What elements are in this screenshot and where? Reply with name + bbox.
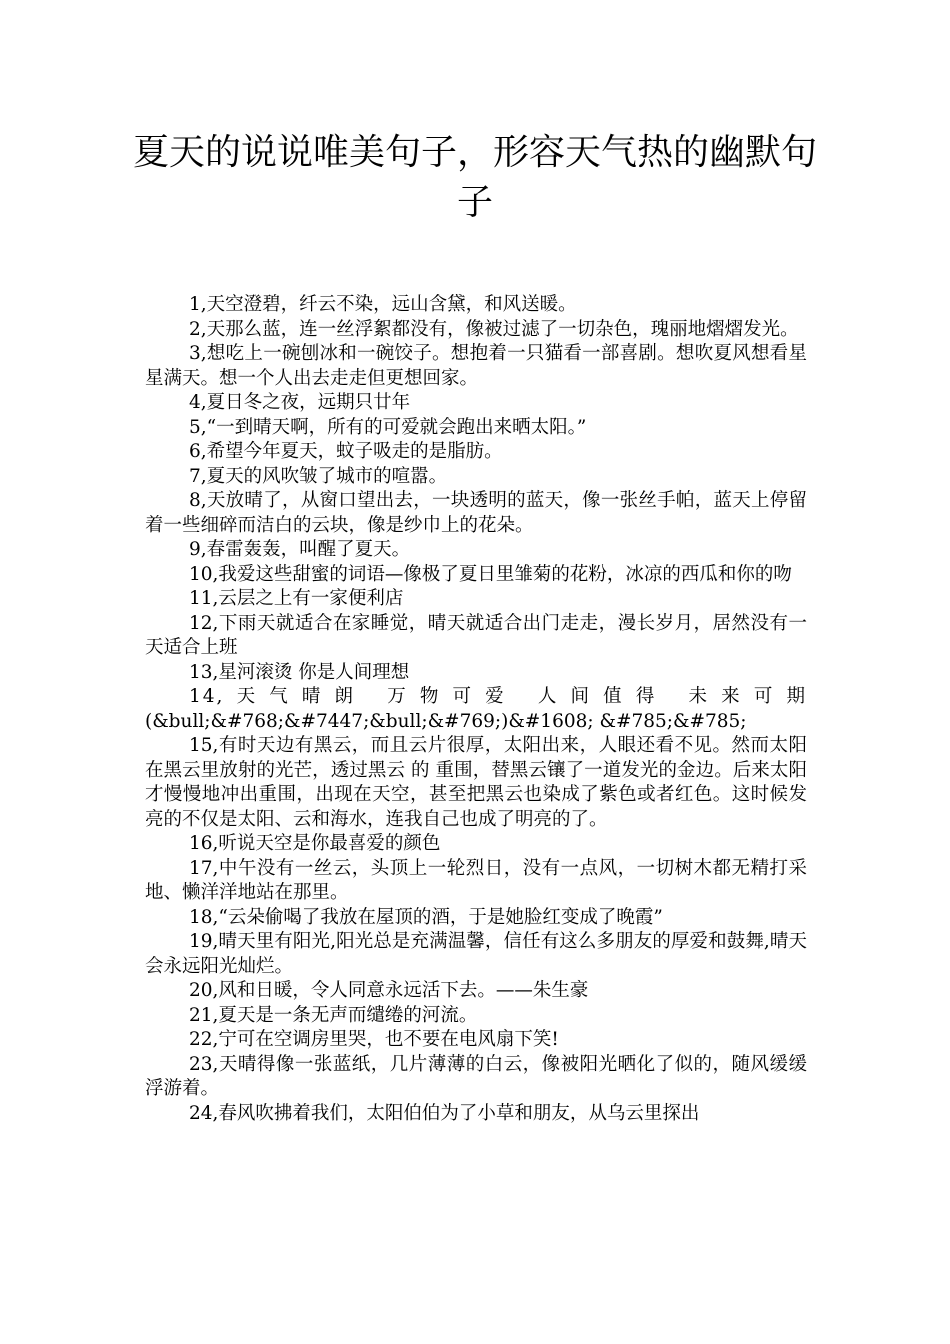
paragraph: 15,有时天边有黑云，而且云片很厚，太阳出来，人眼还看不见。然而太阳在黑云里放射的光芒，透过黑云 的 重围，替黑云镶了一道发光的金边。后来太阳才慢慢地冲出重围，出现在天空，甚至把黑云也染成了紫色或者红色。这时候发亮的不仅是太阳、云和海水，连我自己也成了明亮的了。 <box>145 735 807 830</box>
paragraph: 1,天空澄碧，纤云不染，远山含黛，和风送暖。 <box>189 294 577 315</box>
paragraph: (&bull;&#768;&#7447;&bull;&#769;)&#1608; &#785;&#785; <box>145 710 747 732</box>
paragraph: 19,晴天里有阳光,阳光总是充满温馨，信任有这么多朋友的厚爱和鼓舞,晴天会永远阳光灿烂。 <box>145 931 807 977</box>
paragraph: 6,希望今年夏天，蚊子吸走的是脂肪。 <box>189 441 503 462</box>
paragraph: 9,春雷轰轰，叫醒了夏天。 <box>189 539 411 560</box>
paragraph: 14,天气晴朗 万物可爱 人间值得 未来可期 <box>189 686 807 707</box>
paragraph: 20,风和日暖，令人同意永远活下去。——朱生豪 <box>189 980 589 1001</box>
paragraph: 12,下雨天就适合在家睡觉，晴天就适合出门走走，漫长岁月，居然没有一天适合上班 <box>145 612 807 658</box>
paragraph: 23,天晴得像一张蓝纸，几片薄薄的白云，像被阳光晒化了似的，随风缓缓浮游着。 <box>145 1053 807 1099</box>
paragraph: 16,听说天空是你最喜爱的颜色 <box>189 833 441 854</box>
paragraph: 11,云层之上有一家便利店 <box>189 588 404 609</box>
paragraph: 10,我爱这些甜蜜的词语—像极了夏日里雏菊的花粉，冰凉的西瓜和你的吻 <box>189 563 792 585</box>
paragraph: 17,中午没有一丝云，头顶上一轮烈日，没有一点风，一切树木都无精打采地、懒洋洋地站在那里。 <box>145 857 807 903</box>
paragraph: 5,“一到晴天啊，所有的可爱就会跑出来晒太阳。” <box>189 416 587 438</box>
paragraph: 21,夏天是一条无声而缱绻的河流。 <box>189 1004 478 1026</box>
paragraph: 18,“云朵偷喝了我放在屋顶的酒，于是她脸红变成了晚霞” <box>189 906 663 928</box>
document-body <box>145 293 807 1126</box>
paragraph: 7,夏天的风吹皱了城市的喧嚣。 <box>189 465 448 487</box>
paragraph: 13,星河滚烫 你是人间理想 <box>189 661 410 683</box>
paragraph: 24,春风吹拂着我们，太阳伯伯为了小草和朋友，从乌云里探出 <box>189 1102 700 1124</box>
paragraph: 22,宁可在空调房里哭，也不要在电风扇下笑! <box>189 1029 559 1050</box>
paragraph: 4,夏日冬之夜，远期只廿年 <box>189 392 411 413</box>
paragraph: 3,想吃上一碗刨冰和一碗饺子。想抱着一只猫看一部喜剧。想吹夏风想看星星满天。想一个人出去走走但更想回家。 <box>145 343 807 389</box>
document-title: 夏天的说说唯美句子，形容天气热的幽默句子 <box>132 132 817 223</box>
paragraph: 8,天放晴了，从窗口望出去，一块透明的蓝天，像一张丝手帕，蓝天上停留着一些细碎而洁白的云块，像是纱巾上的花朵。 <box>145 490 807 536</box>
paragraph: 2,天那么蓝，连一丝浮絮都没有，像被过滤了一切杂色，瑰丽地熠熠发光。 <box>189 318 799 340</box>
